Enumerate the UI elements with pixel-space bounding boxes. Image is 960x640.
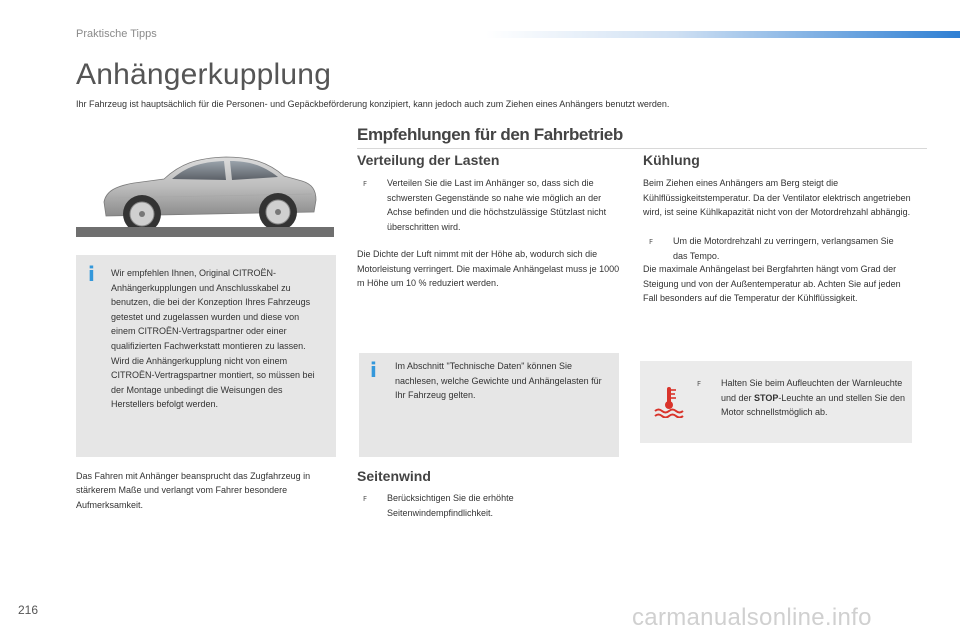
info-box-text: Wir empfehlen Ihnen, Original CITROËN-Anhängerkupplungen und Anschlusskabel zu benutzen, die bei der Konzeption Ihres Fahrzeugs getestet und zugelassen wurden und diese von einem CITROËN-Vertragspartner oder einer qualifizierten Fachwerkstatt montieren zu lassen. Wird die Anhängerkupplung nicht von einem CITROËN-Vertragspartner montiert, so müssen bei der Montage unbedingt die Weisungen des Herstellers befolgt werden.	[111, 268, 315, 410]
intro-text: Ihr Fahrzeug ist hauptsächlich für die Personen- und Gepäckbeförderung konzipiert, kann jedoch auch zum Ziehen eines Anhängers benutzt werden.	[76, 99, 670, 109]
info-icon: i	[370, 358, 377, 382]
cooling-paragraph-2: Die maximale Anhängelast bei Bergfahrten hängt vom Grad der Steigung und von der Außentemperatur ab. Achten Sie auf jeden Fall besonders auf die Temperatur der Kühlflüssigkeit.	[643, 264, 901, 304]
cooling-heading: Kühlung	[643, 152, 700, 168]
info-box-text: Im Abschnitt "Technische Daten" können Sie nachlesen, welche Gewichte und Anhängelasten für Ihr Fahrzeug gelten.	[395, 361, 602, 401]
cooling-paragraph: Beim Ziehen eines Anhängers am Berg steigt die Kühlflüssigkeitstemperatur. Da der Ventilator elektrisch angetrieben wird, ist seine Kühlkapazität nicht von der Motordrehzahl abhängig.	[643, 178, 911, 218]
stop-label: STOP	[754, 392, 779, 403]
driving-note-text: Das Fahren mit Anhänger beansprucht das Zugfahrzeug in stärkerem Maße und verlangt vom Fahrer besondere Aufmerksamkeit.	[76, 471, 311, 510]
crosswind-bullet-text: Berücksichtigen Sie die erhöhte Seitenwindempfindlichkeit.	[387, 493, 514, 518]
cooling-bullet	[649, 234, 899, 263]
section-divider	[357, 148, 927, 149]
coolant-temperature-warning-icon	[652, 384, 686, 418]
watermark: carmanualsonline.info	[632, 604, 872, 631]
bullet-marker: F	[649, 238, 654, 246]
bullet-marker: F	[363, 180, 368, 188]
header-accent-bar	[486, 31, 960, 38]
bullet-marker: F	[697, 380, 702, 388]
car-side-icon	[76, 136, 334, 240]
load-paragraph: Die Dichte der Luft nimmt mit der Höhe ab, wodurch sich die Motorleistung verringert. Die maximale Anhängelast muss je 1000 m Höhe um 10 % reduziert werden.	[357, 249, 620, 289]
crosswind-heading: Seitenwind	[357, 468, 431, 484]
car-ground-line	[76, 227, 334, 237]
crosswind-bullet	[363, 491, 613, 520]
page-number: 216	[18, 603, 39, 617]
load-bullet-text: Verteilen Sie die Last im Anhänger so, dass sich die schwersten Gegenstände so nahe wie möglich an der Achse befinden und die höchstzulässige Stützlast nicht überschritten wird.	[387, 178, 607, 232]
car-illustration	[76, 136, 334, 240]
section-heading: Empfehlungen für den Fahrbetrieb	[357, 125, 623, 144]
cooling-bullet-text: Um die Motordrehzahl zu verringern, verlangsamen Sie das Tempo.	[673, 236, 894, 261]
load-distribution-heading: Verteilung der Lasten	[357, 152, 500, 168]
warning-bullet-text: Halten Sie beim Aufleuchten der Warnleuchte und der STOP-Leuchte an und stellen Sie den Motor schnellstmöglich ab.	[721, 378, 905, 418]
bullet-marker: F	[363, 495, 368, 503]
section-label: Praktische Tipps	[76, 28, 157, 40]
page-title: Anhängerkupplung	[76, 58, 332, 91]
info-icon: i	[88, 262, 95, 286]
load-bullet	[363, 176, 613, 234]
warning-bullet	[697, 376, 907, 420]
